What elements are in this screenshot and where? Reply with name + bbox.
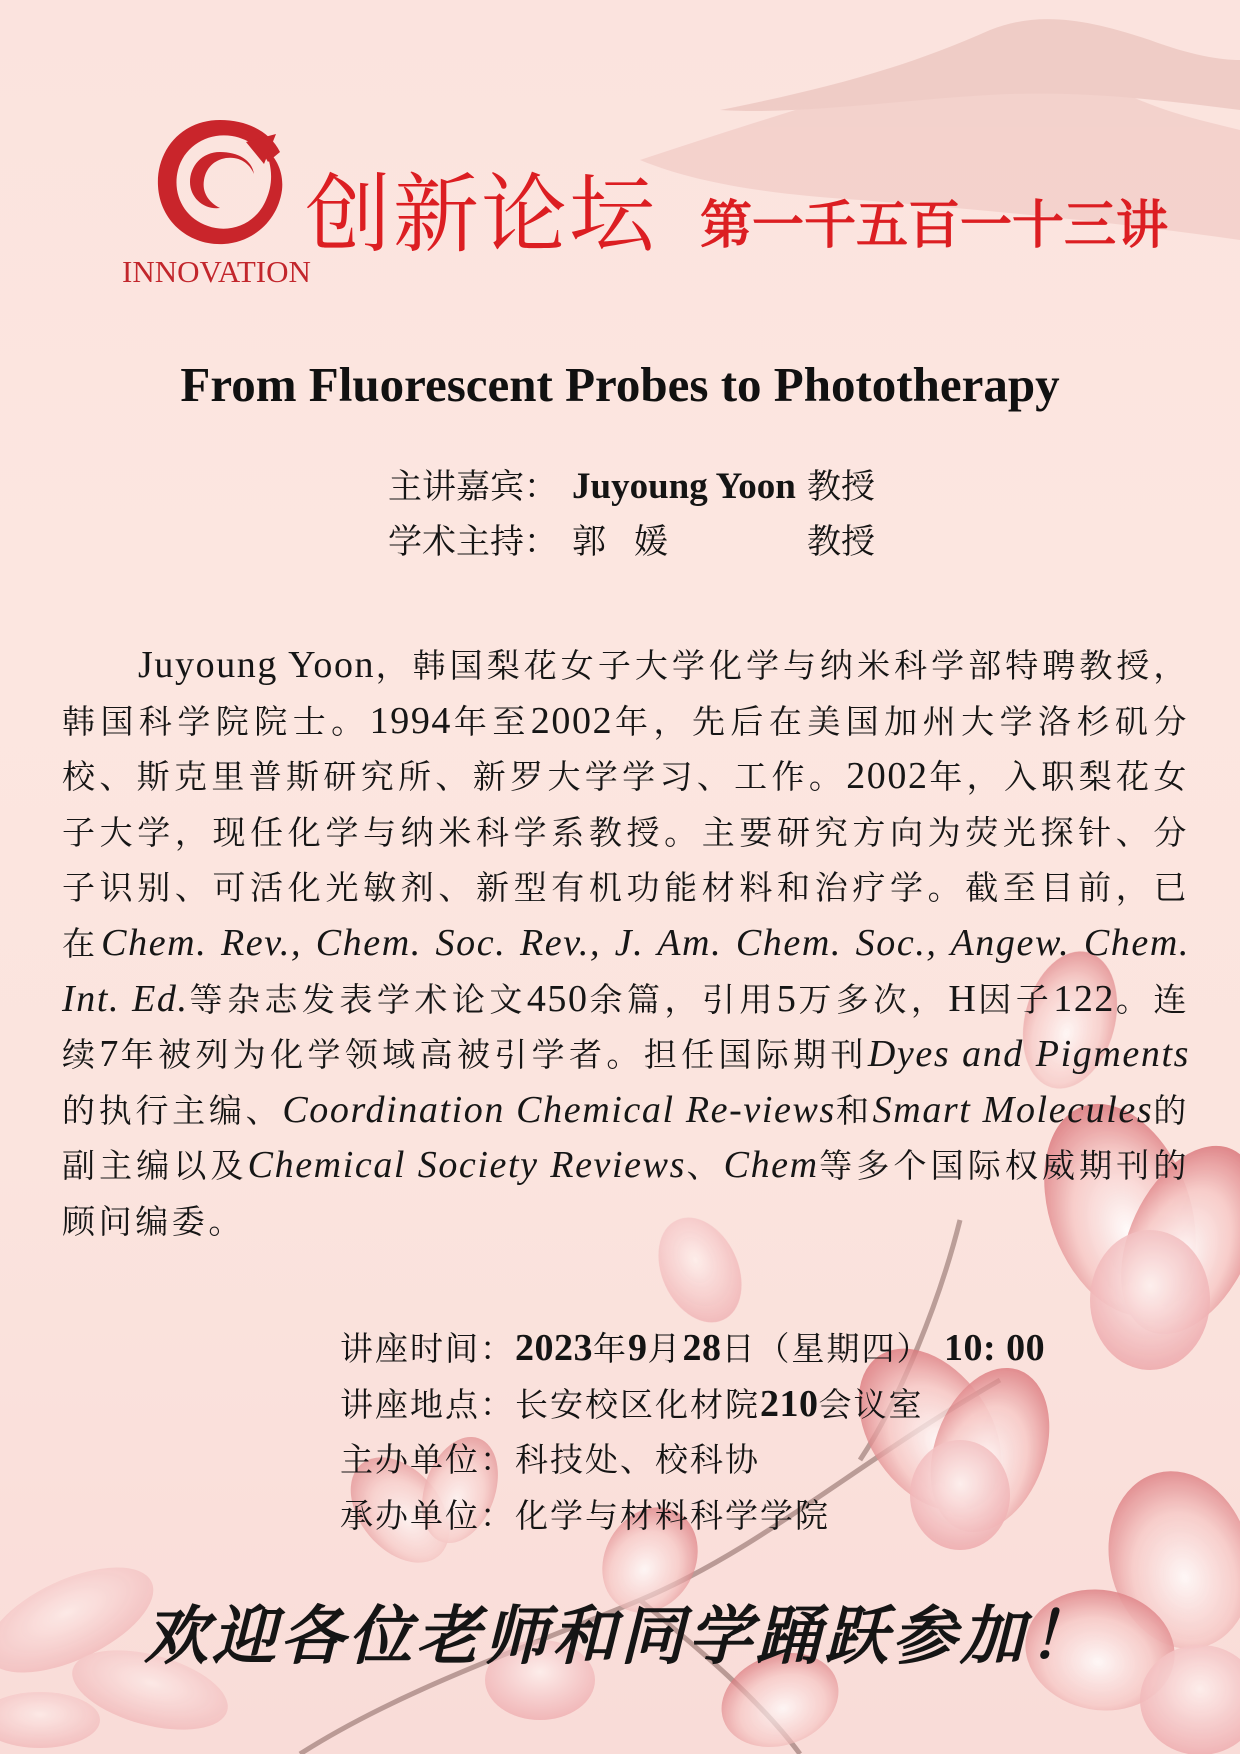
bio-number: 122: [1053, 977, 1116, 1020]
bio-number: H: [948, 977, 978, 1020]
bio-number: 450: [526, 977, 589, 1020]
host-name: 郭媛: [572, 522, 696, 562]
place-label: 讲座地点：: [340, 1385, 515, 1424]
bio-number: 7: [99, 1033, 120, 1076]
bio-journal: Coordination Chemical Re-views: [282, 1088, 836, 1131]
bio-text: 。连续: [62, 979, 1190, 1075]
bio-paragraph: [62, 638, 1190, 1250]
forum-title: 创新论坛: [305, 165, 657, 265]
place-value: [515, 1385, 924, 1424]
host-title: 教授: [807, 522, 875, 562]
time-month: 9: [628, 1327, 648, 1369]
bio-number: 1994: [369, 699, 453, 742]
undertaker-value: 化学与材料科学学院: [515, 1496, 830, 1535]
bio-text: 和: [835, 1090, 873, 1130]
bio-text: 年被列为化学领域高被引学者。担任国际期刊: [119, 1035, 868, 1075]
organizer-row: [340, 1432, 1045, 1488]
lecture-number: 第一千五百一十三讲: [700, 196, 1169, 256]
speaker-row: [388, 462, 875, 512]
bio-text: 的副主编以及: [62, 1090, 1190, 1186]
time-value: [515, 1329, 1045, 1368]
speaker-title: 教授: [807, 467, 875, 507]
bio-text: 年至: [452, 701, 531, 741]
bio-text: ，韩国梨花女子大学化学与纳米科学部特聘教授，韩国科学院院士。: [62, 646, 1190, 741]
time-day-suffix: 日（星期四）: [721, 1329, 932, 1368]
bio-text: 因子: [977, 979, 1054, 1019]
bio-text: 年，先后在美国加州大学洛杉矶分校、斯克里普斯研究所、新罗大学学习、工作。: [62, 701, 1190, 797]
time-year-suffix: 年: [593, 1329, 628, 1368]
bio-number: 2002: [530, 699, 614, 742]
time-year: 2023: [515, 1327, 593, 1369]
time-day: 28: [682, 1327, 722, 1369]
host-row: [388, 517, 875, 567]
bio-journals: Chem. Rev., Chem. Soc. Rev., J. Am. Chem. Soc., Angew. Chem. Int. Ed.: [62, 921, 1190, 1020]
host-label: 学术主持：: [388, 522, 558, 562]
swirl-logo-icon: [150, 112, 290, 252]
bio-text: 万多次，: [797, 979, 949, 1019]
bio-text: 余篇，引用: [588, 979, 777, 1019]
bio-journal: Chemical Society Reviews: [247, 1144, 686, 1187]
bio-journal: Chem: [723, 1144, 819, 1187]
bio-text: 等多个国际权威期刊的顾问编委。: [62, 1146, 1190, 1241]
speaker-bio: [62, 638, 1190, 1250]
undertaker-row: [340, 1488, 1045, 1544]
bio-text: 、: [685, 1146, 724, 1186]
undertaker-label: 承办单位：: [340, 1496, 515, 1535]
talk-title: From Fluorescent Probes to Phototherapy: [180, 357, 1060, 412]
speaker-name: Juyoung Yoon: [572, 466, 796, 507]
bio-number: 2002: [846, 755, 929, 798]
bio-text: 年，入职梨花女子大学，现任化学与纳米科学系教授。主要研究方向为荧光探针、分子识别、可活化光敏剂、新型有机功能材料和治疗学。截至目前，已在: [62, 757, 1190, 963]
organizer-value: 科技处、校科协: [515, 1440, 760, 1479]
organizer-label: 主办单位：: [340, 1440, 515, 1479]
bio-journal: Smart Molecules: [872, 1088, 1154, 1131]
lecture-info: [340, 1320, 1045, 1544]
place-suffix: 会议室: [818, 1385, 924, 1424]
bio-number: 5: [776, 977, 798, 1020]
time-month-suffix: 月: [647, 1329, 683, 1368]
welcome-message: 欢迎各位老师和同学踊跃参加！: [144, 1599, 1096, 1674]
logo-text: INNOVATION: [122, 254, 311, 289]
bio-text: 等杂志发表学术论文: [188, 979, 527, 1019]
speaker-label: 主讲嘉宾：: [388, 467, 558, 507]
bio-name: Juyoung Yoon: [138, 644, 376, 686]
time-row: [340, 1320, 1045, 1376]
bio-text: 的执行主编、: [62, 1090, 283, 1130]
place-row: [340, 1376, 1045, 1432]
time-clock: 10: 00: [944, 1327, 1046, 1369]
place-campus: 长安校区化材院: [515, 1385, 760, 1424]
bio-journal: Dyes and Pigments: [867, 1033, 1190, 1076]
place-room: 210: [760, 1383, 819, 1425]
time-label: 讲座时间：: [340, 1329, 515, 1368]
